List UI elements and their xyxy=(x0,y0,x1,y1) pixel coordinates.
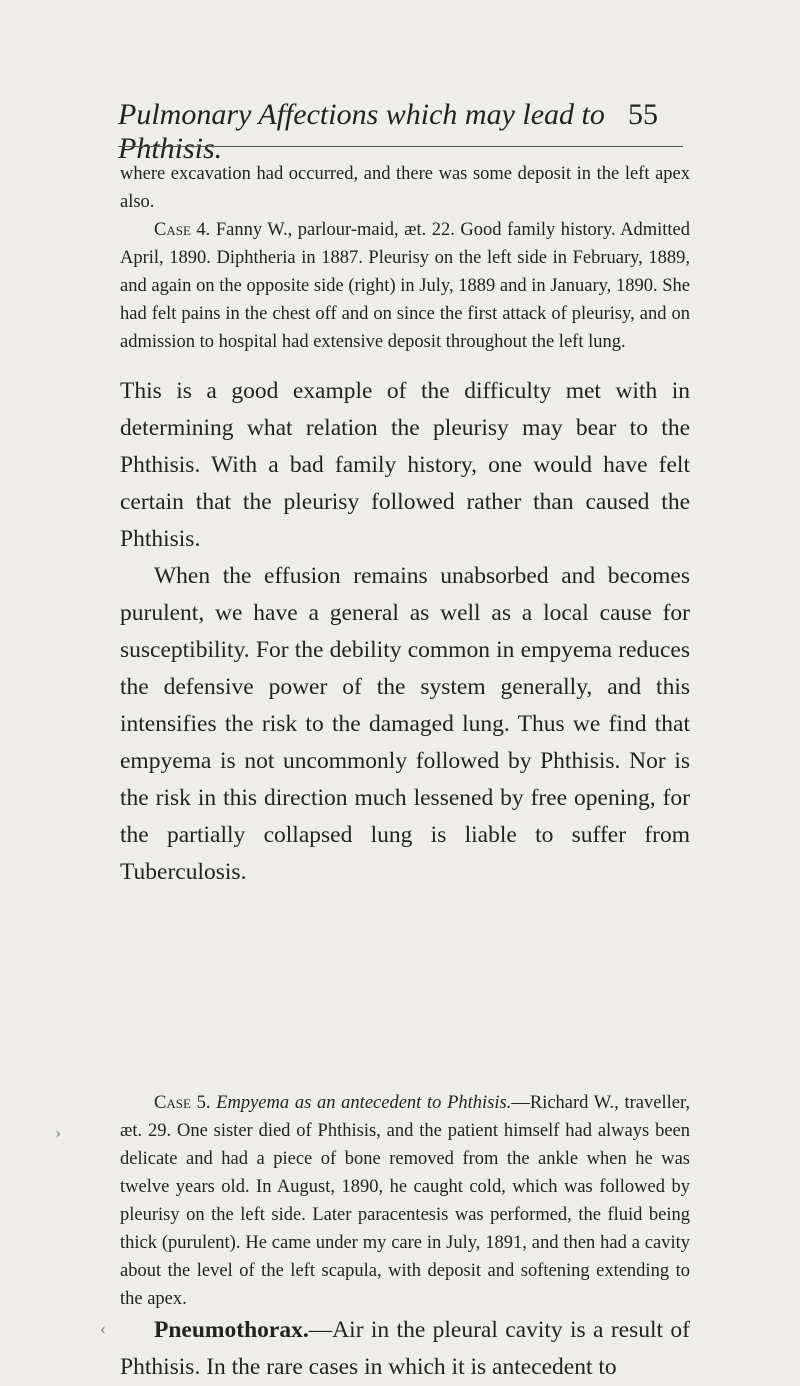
continued-paragraph: where excavation had occurred, and there was some deposit in the left apex also. xyxy=(120,164,690,212)
main-text-block xyxy=(120,373,690,891)
case5-text: —Richard W., traveller, æt. 29. One sister died of Phthisis, and the patient himself had always been delicate and had a piece of bone removed from the ankle when he was twelve years old. In August, 1890, he caught cold, which was followed by pleurisy on the left side. Later paracentesis was performed, the fluid being thick (purulent). He came under my care in July, 1891, and then had a cavity about the level of the left scapula, with deposit and softening extending to the apex. xyxy=(120,1093,691,1309)
effusion-paragraph: When the effusion remains unabsorbed and becomes purulent, we have a general as well as a local cause for susceptibility. For the debility common in empyema reduces the defensive power of the system generally, and this intensifies the risk to the damaged lung. Thus we find that empyema is not uncommonly followed by Phthisis. Nor is the risk in this direction much lessened by free opening, for the partially collapsed lung is liable to suffer from Tuberculosis. xyxy=(120,563,690,885)
example-paragraph: This is a good example of the difficulty met with in determining what relation the pleurisy may bear to the Phthisis. With a bad family history, one would have felt certain that the pleurisy followed rather than caused the Phthisis. xyxy=(120,378,690,552)
margin-mark-2: ‹ xyxy=(100,1318,106,1338)
case5-title: Empyema as an antecedent to Phthisis. xyxy=(216,1093,512,1113)
running-title: Pulmonary Affections which may lead to Phthisis. xyxy=(118,98,605,165)
case5-paragraph xyxy=(120,1089,690,1313)
pneumothorax-heading: Pneumothorax. xyxy=(154,1317,309,1343)
case4-text: Fanny W., parlour-maid, æt. 22. Good family history. Admitted April, 1890. Diphtheria in 1887. Pleurisy on the left side in February, 1889, and again on the opposite side (right) in July, 1889 and in January, 1890. She had felt pains in the chest off and on since the first attack of pleurisy, and on admission to hospital had extensive deposit throughout the left lung. xyxy=(120,220,690,352)
pneumothorax-paragraph xyxy=(120,1312,690,1386)
case5-block xyxy=(120,1089,690,1313)
page-number: 55 xyxy=(628,98,658,131)
margin-mark-1: › xyxy=(55,1122,61,1142)
case4-label: Case 4. xyxy=(154,220,211,240)
pneumothorax-text: —Air in the pleural cavity is a result of Phthisis. In the rare cases in which it is antecedent to xyxy=(120,1317,690,1380)
running-header xyxy=(118,98,658,165)
case4-paragraph xyxy=(120,216,690,356)
case4-block xyxy=(120,160,690,356)
case5-label: Case 5. xyxy=(154,1093,211,1113)
header-rule xyxy=(118,146,683,147)
pneumothorax-block xyxy=(120,1312,690,1386)
